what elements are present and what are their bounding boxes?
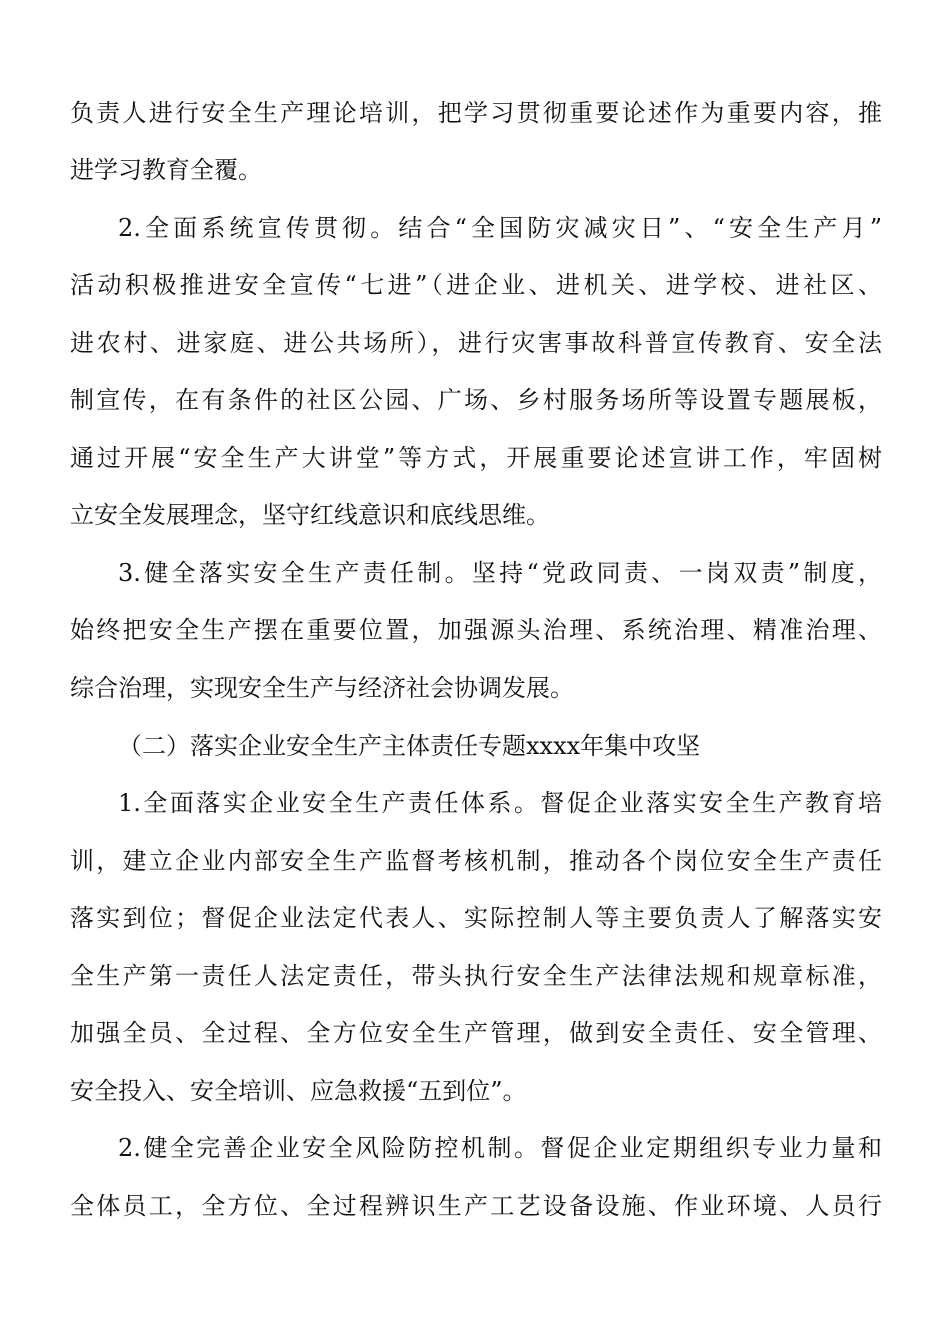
section-heading: （二）落实企业安全生产主体责任专题xxxx年集中攻坚 [118,732,701,760]
paragraph-line: 落实到位；督促企业法定代表人、实际控制人等主要负责人了解落实安 [70,904,882,932]
paragraph-line: 2.健全完善企业安全风险防控机制。督促企业定期组织专业力量和 [118,1134,882,1162]
paragraph-line: 3.健全落实安全生产责任制。坚持“党政同责、一岗双责”制度， [118,559,882,587]
paragraph-line: 始终把安全生产摆在重要位置，加强源头治理、系统治理、精准治理、 [70,616,882,644]
paragraph-line: 制宣传，在有条件的社区公园、广场、乡村服务场所等设置专题展板， [70,386,882,414]
paragraph-line: 加强全员、全过程、全方位安全生产管理，做到安全责任、安全管理、 [70,1019,882,1047]
paragraph-line: 全体员工，全方位、全过程辨识生产工艺设备设施、作业环境、人员行 [70,1192,882,1220]
paragraph-line: 进农村、进家庭、进公共场所），进行灾害事故科普宣传教育、安全法 [70,329,882,357]
paragraph-line: 通过开展“安全生产大讲堂”等方式，开展重要论述宣讲工作，牢固树 [70,444,882,472]
paragraph-line: 进学习教育全覆。 [70,156,262,184]
paragraph-line: 综合治理，实现安全生产与经济社会协调发展。 [70,674,574,702]
paragraph-line: 1.全面落实企业安全生产责任体系。督促企业落实安全生产教育培 [118,789,882,817]
paragraph-line: 训，建立企业内部安全生产监督考核机制，推动各个岗位安全生产责任 [70,847,882,875]
paragraph-line: 全生产第一责任人法定责任，带头执行安全生产法律法规和规章标准， [70,962,882,990]
paragraph-line: 活动积极推进安全宣传“七进”（进企业、进机关、进学校、进社区、 [70,271,882,299]
paragraph-line: 2.全面系统宣传贯彻。结合“全国防灾减灾日”、“安全生产月” [118,214,882,242]
paragraph-line: 负责人进行安全生产理论培训，把学习贯彻重要论述作为重要内容，推 [70,99,882,127]
paragraph-line: 立安全发展理念，坚守红线意识和底线思维。 [70,501,550,529]
paragraph-line: 安全投入、安全培训、应急救援“五到位”。 [70,1077,527,1105]
